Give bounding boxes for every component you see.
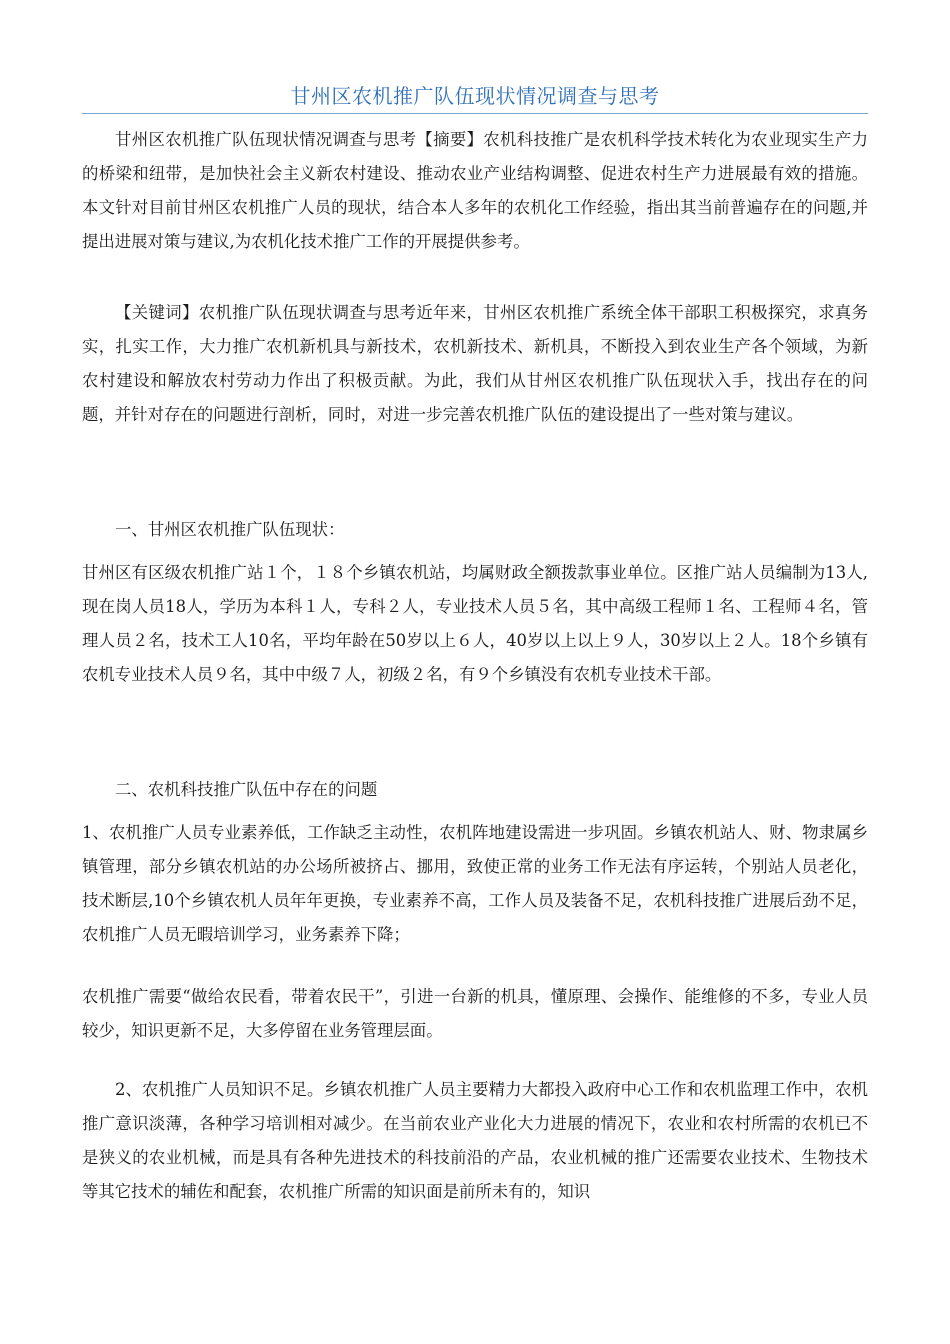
section2-item1-continued: 农机推广需要“做给农民看，带着农民干”，引进一台新的机具，懂原理、会操作、能维修的不多，专业人员较少，知识更新不足，大多停留在业务管理层面。 bbox=[82, 987, 868, 1040]
document-title: 甘州区农机推广队伍现状情况调查与思考 bbox=[290, 84, 660, 108]
keywords-paragraph: 【关键词】农机推广队伍现状调查与思考近年来，甘州区农机推广系统全体干部职工积极探究，求真务实，扎实工作，大力推广农机新机具与新技术，农机新技术、新机具，不断投入到农业生产各个领域，为新农村建设和解放农村劳动力作出了积极贡献。为此，我们从甘州区农机推广队伍现状入手，找出存在的问题，并针对存在的问题进行剖析，同时，对进一步完善农机推广队伍的建设提出了一些对策与建议。 bbox=[82, 303, 868, 424]
section1-heading: 一、甘州区农机推广队伍现状： bbox=[115, 520, 345, 539]
title-block bbox=[82, 80, 868, 114]
section2-item1: 1、农机推广人员专业素养低，工作缺乏主动性，农机阵地建设需进一步巩固。乡镇农机站人、财、物隶属乡镇管理，部分乡镇农机站的办公场所被挤占、挪用，致使正常的业务工作无法有序运转，个别站人员老化，技术断层,10个乡镇农机人员年年更换，专业素养不高，工作人员及装备不足，农机科技推广进展后劲不足，农机推广人员无暇培训学习，业务素养下降； bbox=[82, 823, 868, 944]
abstract-paragraph: 甘州区农机推广队伍现状情况调查与思考【摘要】农机科技推广是农机科学技术转化为农业现实生产力的桥梁和纽带，是加快社会主义新农村建设、推动农业产业结构调整、促进农村生产力进展最有效的措施。本文针对目前甘州区农机推广人员的现状，结合本人多年的农机化工作经验，指出其当前普遍存在的问题,并提出进展对策与建议,为农机化技术推广工作的开展提供参考。 bbox=[82, 130, 868, 251]
section2-item2: 2、农机推广人员知识不足。乡镇农机推广人员主要精力大都投入政府中心工作和农机监理工作中，农机推广意识淡薄，各种学习培训相对减少。在当前农业产业化大力进展的情况下，农业和农村所需的农机已不是狭义的农业机械，而是具有各种先进技术的科技前沿的产品，农业机械的推广还需要农业技术、生物技术等其它技术的辅佐和配套，农机推广所需的知识面是前所未有的，知识 bbox=[82, 1080, 868, 1201]
section1-body: 甘州区有区级农机推广站１个，１８个乡镇农机站，均属财政全额拨款事业单位。区推广站人员编制为13人,现在岗人员18人，学历为本科１人，专科２人，专业技术人员５名，其中高级工程师１名、工程师４名，管理人员２名，技术工人10名，平均年龄在50岁以上６人，40岁以上以上９人，30岁以上２人。18个乡镇有农机专业技术人员９名，其中中级７人，初级２名，有９个乡镇没有农机专业技术干部。 bbox=[82, 563, 868, 684]
section2-heading: 二、农机科技推广队伍中存在的问题 bbox=[115, 780, 378, 799]
